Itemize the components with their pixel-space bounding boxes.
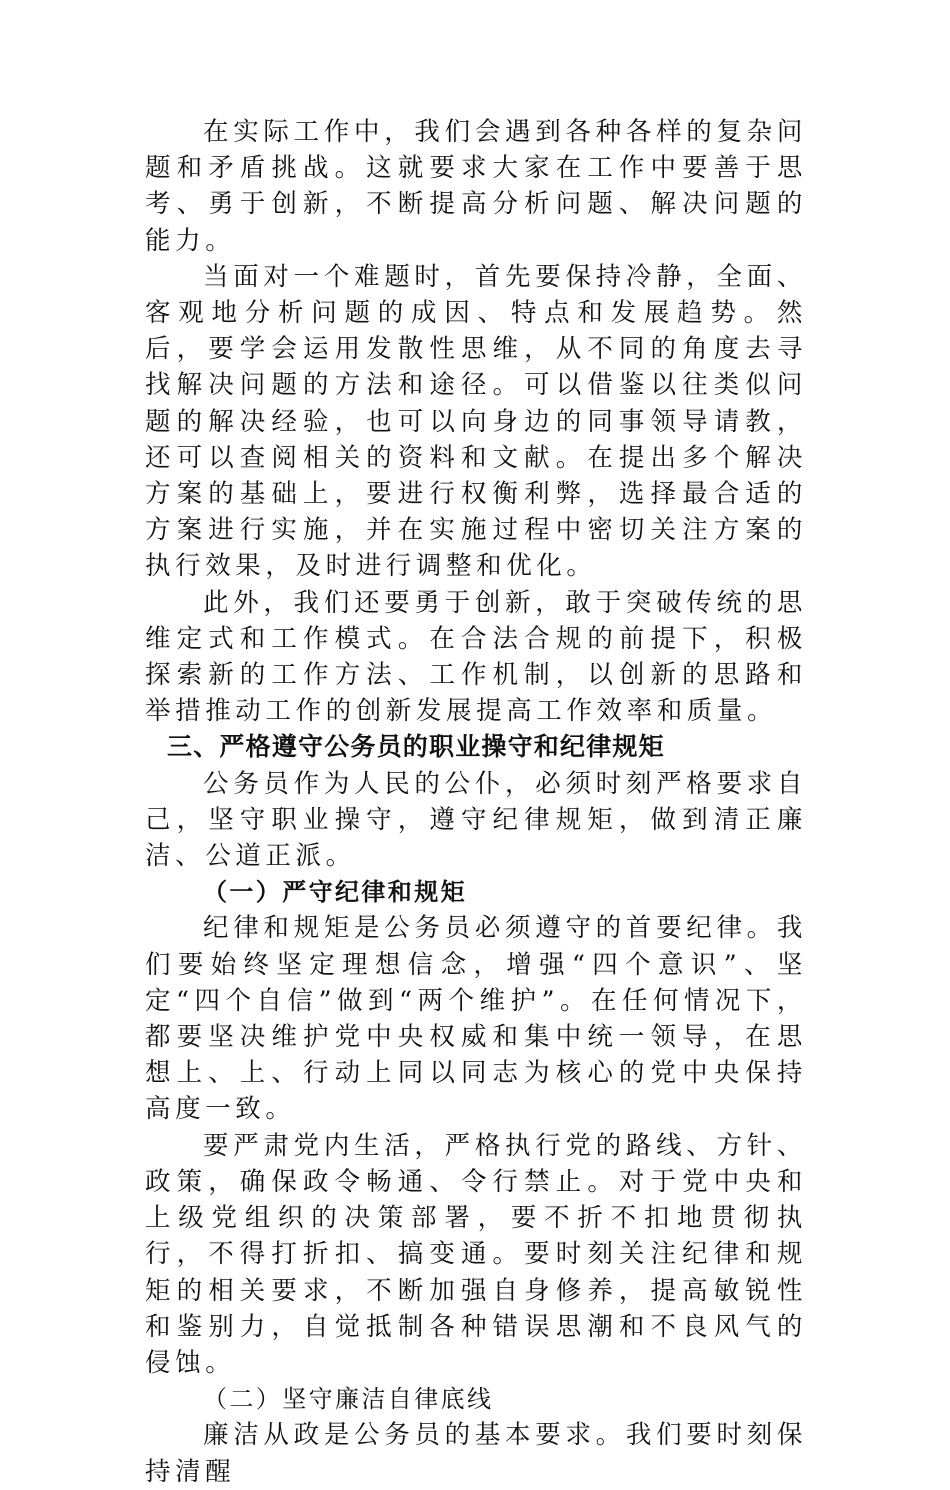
- body-paragraph: 在实际工作中，我们会遇到各种各样的复杂问题和矛盾挑战。这就要求大家在工作中要善于思考、勇于创新，不断提高分析问题、解决问题的能力。: [145, 117, 807, 256]
- body-paragraph: 此外，我们还要勇于创新，敢于突破传统的思维定式和工作模式。在合法合规的前提下，积极探索新的工作方法、工作机制，以创新的思路和举措推动工作的创新发展提高工作效率和质量。: [145, 587, 807, 727]
- body-paragraph: 当面对一个难题时，首先要保持冷静，全面、客观地分析问题的成因、特点和发展趋势。然后，要学会运用发散性思维，从不同的角度去寻找解决问题的方法和途径。可以借鉴以往类似问题的解决经验，也可以向身边的同事领导请教，还可以查阅相关的资料和文献。在提出多个解决方案的基础上，要进行权衡利弊，选择最合适的方案进行实施，并在实施过程中密切关注方案的执行效果，及时进行调整和优化。: [145, 261, 807, 582]
- subsection-heading-1: （一）严守纪律和规矩: [203, 877, 467, 907]
- body-paragraph: 要严肃党内生活，严格执行党的路线、方针、政策，确保政令畅通、令行禁止。对于党中央和上级党组织的决策部署，要不折不扣地贯彻执行，不得打折扣、搞变通。要时刻关注纪律和规矩的相关要求，不断加强自身修养，提高敏锐性和鉴别力，自觉抵制各种错误思潮和不良风气的侵蚀。: [145, 1130, 807, 1378]
- body-paragraph: 廉洁从政是公务员的基本要求。我们要时刻保持清醒: [145, 1420, 807, 1487]
- subsection-heading-2: （二）坚守廉洁自律底线: [203, 1385, 494, 1414]
- section-intro-paragraph: 公务员作为人民的公仆，必须时刻严格要求自己，坚守职业操守，遵守纪律规矩，做到清正廉洁、公道正派。: [145, 768, 807, 872]
- body-paragraph: 纪律和规矩是公务员必须遵守的首要纪律。我们要始终坚定理想信念，增强“四个意识”、坚定“四个自信”做到“两个维护”。在任何情况下，都要坚决维护党中央权威和集中统一领导，在思想上、上、行动上同以同志为核心的党中央保持高度一致。: [145, 913, 807, 1125]
- document-page: [145, 114, 807, 1490]
- section-heading: 三、严格遵守公务员的职业操守和纪律规矩: [167, 732, 665, 762]
